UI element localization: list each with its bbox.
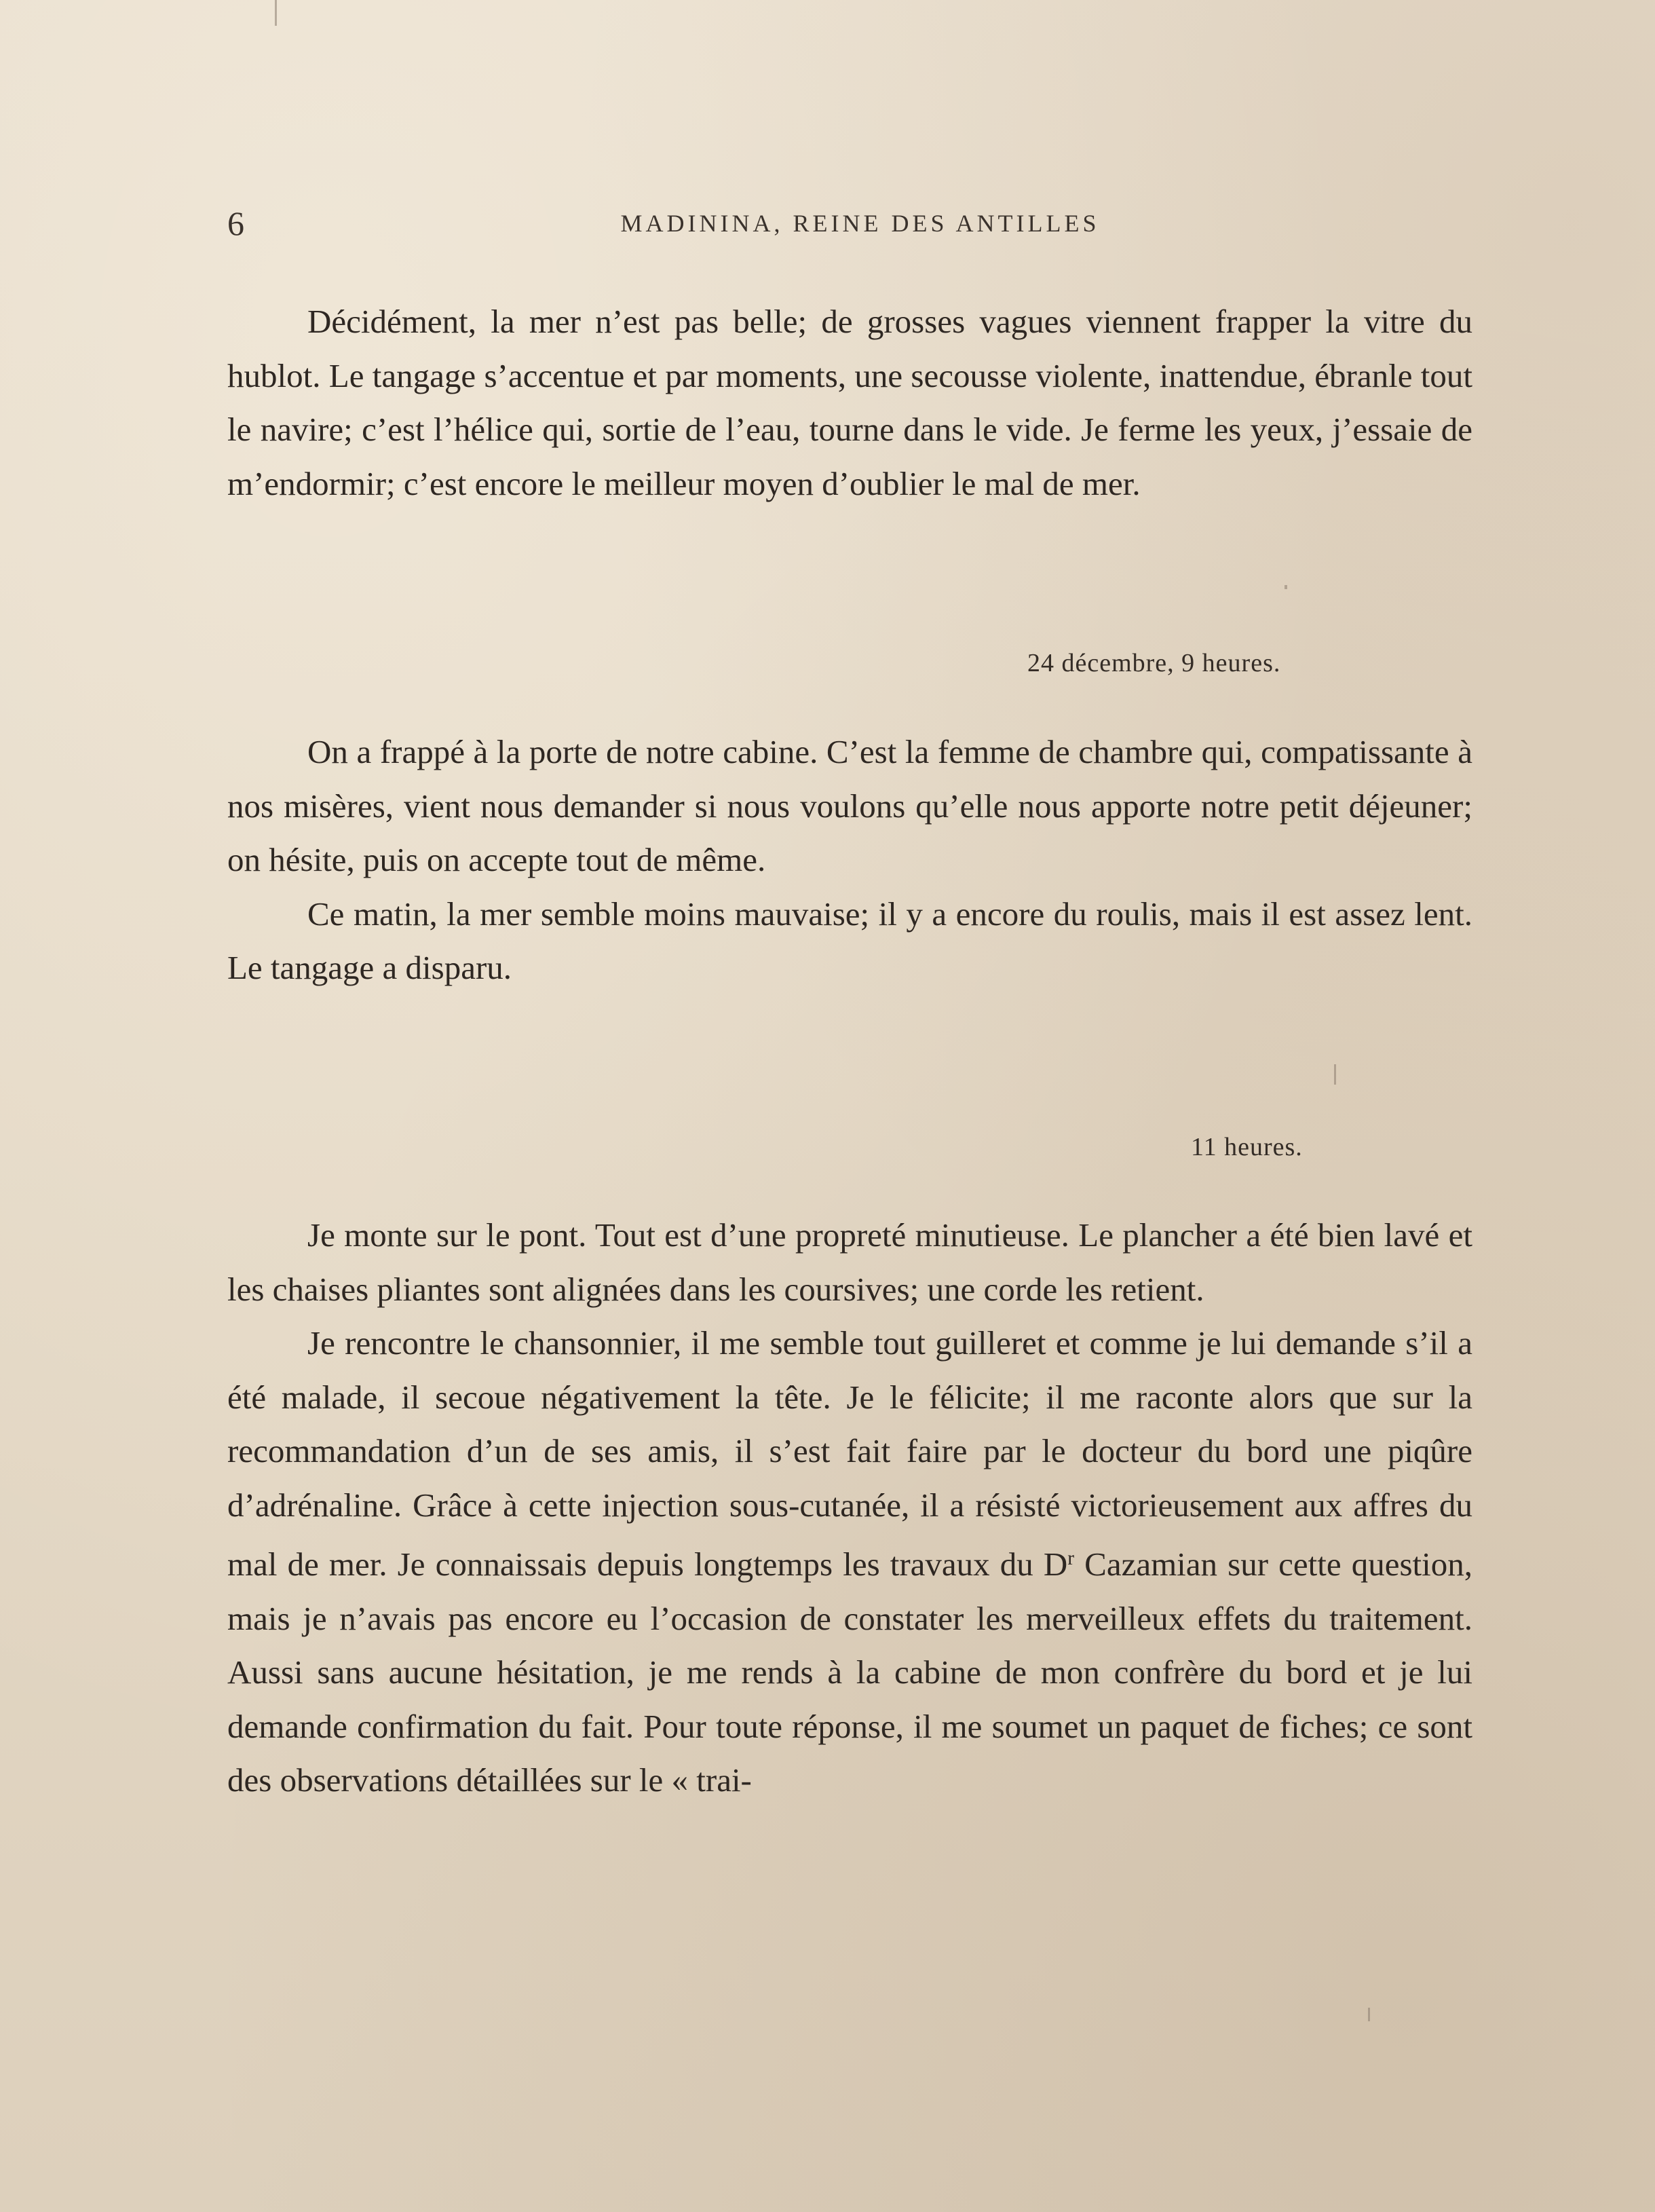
- text-block-3: [227, 1208, 1472, 1807]
- paper-speck: [1368, 2008, 1370, 2021]
- page-number: 6: [227, 204, 244, 242]
- paragraph: Je monte sur le pont. Tout est d’une propreté minutieuse. Le plancher a été bien lavé et les chaises pliantes sont alignées dans les coursives; une corde les retient.: [227, 1216, 1472, 1308]
- paragraph: On a frappé à la porte de notre cabine. C’est la femme de chambre qui, compatissante à nos misères, vient nous demander si nous voulons qu’elle nous apporte notre petit déjeuner; on hésite, puis on accepte tout de même.: [227, 733, 1472, 878]
- paragraph: Décidément, la mer n’est pas belle; de grosses vagues viennent frapper la vitre du hublot. Le tangage s’accentue et par moments, une secousse violente, inattendue, ébranle tout le navire; c’est l’hélice qui, sortie de l’eau, tourne dans le vide. Je ferme les yeux, j’essaie de m’endormir; c’est encore le meilleur moyen d’oublier le mal de mer.: [227, 303, 1472, 502]
- paper-speck: [1285, 585, 1287, 589]
- running-title: MADININA, REINE DES ANTILLES: [620, 210, 1100, 237]
- paper-speck: [1334, 1064, 1336, 1085]
- text-run: Cazamian sur cette question, mais je n’avais pas encore eu l’occasion de constater les merveilleux effets du traitement. Aussi sans aucune hésitation, je me rends à la cabine de mon confrère du bord et je lui demande confirmation du fait. Pour toute réponse, il me soumet un paquet de fiches; ce sont des observations détaillées sur le « trai-: [227, 1545, 1472, 1799]
- dateline: 24 décembre, 9 heures.: [1027, 649, 1281, 677]
- dateline: 11 heures.: [1191, 1133, 1303, 1161]
- running-header: [227, 204, 1472, 251]
- paper-speck: [275, 0, 277, 26]
- superscript: r: [1067, 1548, 1075, 1569]
- text-block-1: [227, 295, 1472, 510]
- paragraph: Ce matin, la mer semble moins mauvaise; il y a encore du roulis, mais il est assez lent. Le tangage a disparu.: [227, 895, 1472, 986]
- paragraph: [227, 1316, 1472, 1807]
- text-run: Je rencontre le chansonnier, il me semble tout guilleret et comme je lui demande s’il a été malade, il secoue négativement la tête. Je le félicite; il me raconte alors que sur la recommandation d’un de ses amis, il s’est fait faire par le docteur du bord une piqûre d’adrénaline. Grâce à cette injection sous-cutanée, il a résisté victorieusement aux affres du mal de mer. Je connaissais depuis longtemps les travaux du D: [227, 1324, 1472, 1583]
- text-block-2: [227, 725, 1472, 995]
